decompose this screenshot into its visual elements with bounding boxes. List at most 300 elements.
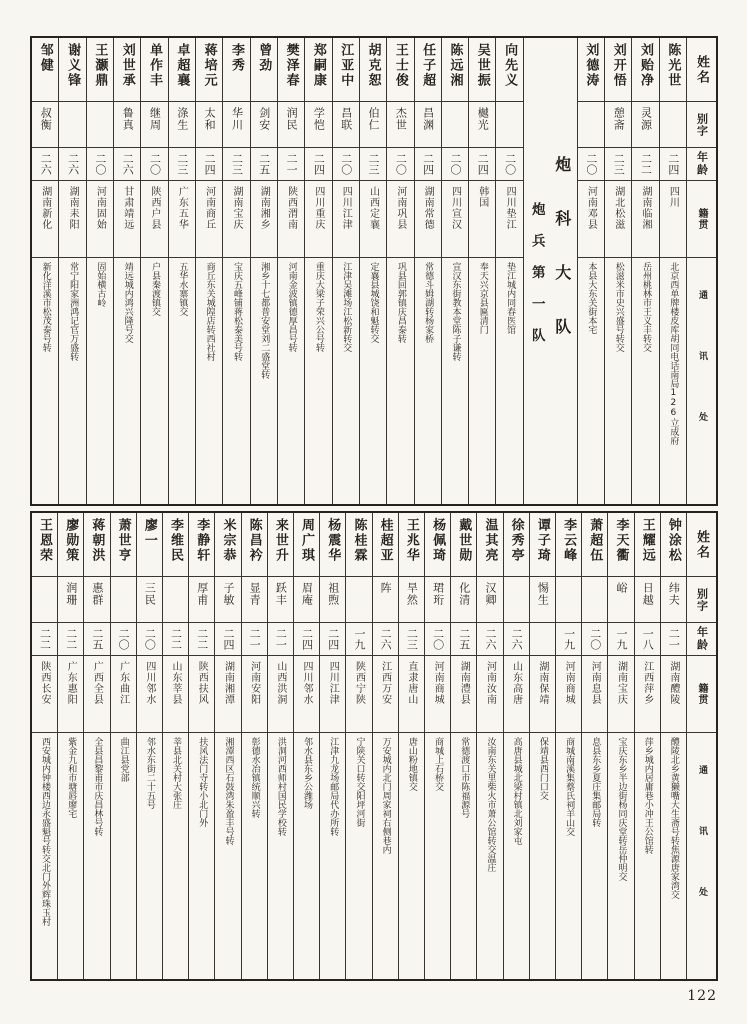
roster-person-column	[450, 513, 476, 979]
person-native-place: 河南巩县	[394, 186, 406, 230]
person-name: 李天衢	[613, 518, 629, 563]
person-alias: 太和	[203, 107, 217, 131]
address-cell	[582, 733, 607, 979]
name-cell	[251, 38, 277, 102]
native-place-cell	[320, 656, 345, 733]
address-cell	[496, 258, 522, 504]
person-alias: 厚甫	[195, 582, 209, 606]
person-age: 二〇	[117, 628, 131, 650]
address-cell	[661, 733, 686, 979]
address-cell	[635, 733, 660, 979]
alias-cell	[333, 102, 359, 148]
person-alias: 祖煦	[326, 582, 340, 606]
native-place-cell	[333, 181, 359, 258]
alias-cell	[58, 577, 83, 623]
name-cell	[504, 513, 529, 577]
person-address: 曲江县党部	[118, 737, 129, 782]
person-address: 彰德水冶镇统顺兴转	[249, 737, 260, 818]
address-cell	[84, 733, 109, 979]
person-address: 邻水东街二十五号	[144, 737, 155, 809]
person-address: 宁陕关口转交阳坪河街	[354, 737, 365, 827]
person-alias: 显青	[248, 582, 262, 606]
name-cell	[223, 38, 249, 102]
roster-person-column	[398, 513, 424, 979]
age-cell	[163, 623, 188, 656]
name-cell	[530, 513, 555, 577]
header-label-age: 年龄	[695, 626, 709, 652]
person-address: 新化洋溪市松茂泰号转	[40, 262, 51, 352]
person-native-place: 湖南湘潭	[222, 661, 234, 705]
header-label-address: 通讯处	[697, 289, 707, 473]
person-age: 二六	[121, 153, 135, 175]
age-cell	[215, 623, 240, 656]
person-address: 定襄县城饶和魁转交	[368, 262, 379, 343]
person-age: 二四	[312, 153, 326, 175]
person-address: 紫金九和市塘唇廖宅	[66, 737, 77, 818]
header-cell-native-place	[687, 656, 716, 733]
name-cell	[442, 38, 468, 102]
person-address: 洪洞河西师村国民学校转	[275, 737, 286, 836]
name-cell	[333, 38, 359, 102]
age-cell	[578, 148, 604, 181]
name-cell	[111, 513, 136, 577]
table-frame	[30, 36, 718, 981]
person-native-place: 河南息县	[589, 661, 601, 705]
address-cell	[346, 733, 371, 979]
person-age: 一九	[352, 628, 366, 650]
address-cell	[32, 733, 57, 979]
name-cell	[189, 513, 214, 577]
alias-cell	[305, 102, 331, 148]
roster-person-column	[424, 513, 450, 979]
name-cell	[415, 38, 441, 102]
alias-cell	[608, 577, 633, 623]
address-cell	[632, 258, 658, 504]
person-alias: 灵源	[639, 107, 653, 131]
person-native-place: 山东高唐	[510, 661, 522, 705]
person-age: 二一	[667, 628, 681, 650]
person-native-place: 四川	[667, 186, 679, 208]
person-address: 北京西单牌楼皮库胡同电话南局126立成府	[668, 262, 679, 445]
address-cell	[32, 258, 58, 504]
person-name: 陈光世	[665, 43, 681, 88]
person-name: 樊泽春	[283, 43, 299, 88]
address-cell	[320, 733, 345, 979]
person-age: 二〇	[339, 153, 353, 175]
alias-cell	[111, 577, 136, 623]
native-place-cell	[268, 656, 293, 733]
name-cell	[320, 513, 345, 577]
header-cell-address	[687, 258, 716, 504]
person-native-place: 河南安阳	[248, 661, 260, 705]
person-address: 五华水寨镇交	[177, 262, 188, 316]
person-address: 河南金波镇德厚昌号转	[286, 262, 297, 352]
roster-person-column	[277, 38, 304, 504]
name-cell	[242, 513, 267, 577]
alias-cell	[496, 102, 522, 148]
person-address: 本县大东关街本宅	[586, 262, 597, 334]
alias-cell	[242, 577, 267, 623]
native-place-cell	[451, 656, 476, 733]
age-cell	[87, 148, 113, 181]
person-address: 醴陵北乡黄獭嘴大生斋号转焦源唐家湾交	[668, 737, 679, 899]
person-name: 陈昌衿	[246, 518, 262, 563]
person-alias: 子敏	[221, 582, 235, 606]
name-cell	[84, 513, 109, 577]
person-alias: 樾光	[476, 107, 490, 131]
age-cell	[635, 623, 660, 656]
native-place-cell	[251, 181, 277, 258]
person-name: 戴世勋	[456, 518, 472, 563]
alias-cell	[189, 577, 214, 623]
alias-cell	[87, 102, 113, 148]
native-place-cell	[582, 656, 607, 733]
roster-person-column	[634, 513, 660, 979]
native-place-cell	[196, 181, 222, 258]
person-address: 宣汉东街教本堂陈子谦转	[450, 262, 461, 361]
person-address: 岳州桃林市王义丰转交	[641, 262, 652, 352]
page-number: 122	[687, 988, 717, 1004]
native-place-cell	[87, 181, 113, 258]
person-native-place: 江西万安	[379, 661, 391, 705]
native-place-cell	[141, 181, 167, 258]
person-alias: 昌渊	[421, 107, 435, 131]
alias-cell	[320, 577, 345, 623]
alias-cell	[163, 577, 188, 623]
native-place-cell	[294, 656, 319, 733]
native-place-cell	[661, 656, 686, 733]
person-native-place: 湖北松滋	[612, 186, 624, 230]
address-cell	[360, 258, 386, 504]
person-name: 曾劲	[256, 43, 272, 73]
age-cell	[268, 623, 293, 656]
person-address: 邻水县东乡公潍场	[302, 737, 313, 809]
person-alias: 珺珩	[431, 582, 445, 606]
native-place-cell	[399, 656, 424, 733]
person-name: 李秀	[228, 43, 244, 73]
age-cell	[58, 623, 83, 656]
roster-person-column	[607, 513, 633, 979]
address-cell	[399, 733, 424, 979]
person-address: 湘乡十七都普安堂刘二盛堂转	[259, 262, 270, 379]
alias-cell	[415, 102, 441, 148]
person-native-place: 河南商城	[563, 661, 575, 705]
alias-cell	[469, 102, 495, 148]
name-cell	[346, 513, 371, 577]
person-name: 萧世亨	[115, 518, 131, 563]
person-address: 江津九龙场邮局代办所转	[328, 737, 339, 836]
person-alias: 三民	[143, 582, 157, 606]
person-address: 巩县回郭镇庆昌泰转	[395, 262, 406, 343]
person-name: 单作丰	[147, 43, 163, 88]
native-place-cell	[84, 656, 109, 733]
person-name: 杨震华	[325, 518, 341, 563]
roster-person-column	[113, 38, 140, 504]
address-cell	[196, 258, 222, 504]
roster-person-column	[188, 513, 214, 979]
roster-table-top	[30, 36, 718, 506]
name-cell	[451, 513, 476, 577]
person-address: 宝庆五峰铺蒋松泰美号转	[231, 262, 242, 361]
header-cell-age	[687, 148, 716, 181]
roster-person-column	[58, 38, 85, 504]
person-name: 刘开悟	[610, 43, 626, 88]
name-cell	[605, 38, 631, 102]
alias-cell	[360, 102, 386, 148]
alias-cell	[196, 102, 222, 148]
person-address: 江津吴滩场江松新转交	[341, 262, 352, 352]
alias-cell	[477, 577, 502, 623]
person-name: 温其亮	[482, 518, 498, 563]
address-cell	[556, 733, 581, 979]
age-cell	[137, 623, 162, 656]
alias-cell	[84, 577, 109, 623]
person-alias: 学恺	[312, 107, 326, 131]
address-cell	[58, 733, 83, 979]
person-name: 蒋培元	[201, 43, 217, 88]
alias-cell	[635, 577, 660, 623]
person-name: 桂超亚	[377, 518, 393, 563]
person-age: 二三	[612, 153, 626, 175]
person-name: 王兆华	[403, 518, 419, 563]
address-cell	[223, 258, 249, 504]
alias-cell	[605, 102, 631, 148]
alias-cell	[632, 102, 658, 148]
person-name: 卓超襄	[174, 43, 190, 88]
native-place-cell	[496, 181, 522, 258]
person-alias: 伯仁	[367, 107, 381, 131]
header-label-native-place: 籍贯	[696, 208, 707, 230]
person-alias: 跃丰	[274, 582, 288, 606]
alias-cell	[504, 577, 529, 623]
native-place-cell	[111, 656, 136, 733]
person-native-place: 湖南保靖	[536, 661, 548, 705]
person-native-place: 甘肃靖远	[121, 186, 133, 230]
roster-person-column	[555, 513, 581, 979]
native-place-cell	[530, 656, 555, 733]
roster-person-column	[222, 38, 249, 504]
roster-person-column	[110, 513, 136, 979]
native-place-cell	[556, 656, 581, 733]
person-name: 刘贻净	[638, 43, 654, 88]
native-place-cell	[163, 656, 188, 733]
header-column	[686, 513, 716, 979]
native-place-cell	[32, 181, 58, 258]
person-alias: 润珊	[64, 582, 78, 606]
native-place-cell	[415, 181, 441, 258]
name-cell	[399, 513, 424, 577]
roster-person-column	[660, 513, 686, 979]
person-age: 二〇	[584, 153, 598, 175]
person-age: 二二	[195, 628, 209, 650]
name-cell	[58, 513, 83, 577]
age-cell	[141, 148, 167, 181]
native-place-cell	[442, 181, 468, 258]
address-cell	[608, 733, 633, 979]
age-cell	[582, 623, 607, 656]
header-cell-name	[687, 38, 716, 102]
header-label-alias: 别字	[695, 112, 709, 137]
age-cell	[661, 623, 686, 656]
native-place-cell	[605, 181, 631, 258]
roster-person-column	[250, 38, 277, 504]
name-cell	[163, 513, 188, 577]
roster-person-column	[293, 513, 319, 979]
name-cell	[469, 38, 495, 102]
roster-person-column	[332, 38, 359, 504]
roster-person-column	[140, 38, 167, 504]
alias-cell	[451, 577, 476, 623]
person-native-place: 广东曲江	[117, 661, 129, 705]
alias-cell	[215, 577, 240, 623]
alias-cell	[251, 102, 277, 148]
person-address: 固始横古岭	[95, 262, 106, 307]
roster-person-column	[359, 38, 386, 504]
person-native-place: 山西定襄	[367, 186, 379, 230]
native-place-cell	[578, 181, 604, 258]
name-cell	[387, 38, 413, 102]
roster-person-column	[32, 38, 58, 504]
person-age: 二五	[257, 153, 271, 175]
person-native-place: 湖南临湘	[640, 186, 652, 230]
alias-cell	[578, 102, 604, 148]
person-age: 一九	[614, 628, 628, 650]
roster-person-column	[529, 513, 555, 979]
address-cell	[278, 258, 304, 504]
person-address: 万安城内北门周家祠右侧巷内	[380, 737, 391, 854]
person-age: 二〇	[143, 628, 157, 650]
native-place-cell	[169, 181, 195, 258]
native-place-cell	[242, 656, 267, 733]
roster-person-column	[503, 513, 529, 979]
person-age: 二二	[639, 153, 653, 175]
roster-person-column	[267, 513, 293, 979]
age-cell	[305, 148, 331, 181]
person-name: 王恩荣	[37, 518, 53, 563]
address-cell	[415, 258, 441, 504]
person-native-place: 河南商城	[432, 661, 444, 705]
alias-cell	[660, 102, 686, 148]
header-label-name: 姓名	[694, 529, 709, 560]
person-age: 二四	[421, 153, 435, 175]
person-address: 莘县北关村大张庄	[171, 737, 182, 809]
native-place-cell	[32, 656, 57, 733]
person-address: 湘潭西区石鼓湾朱盈丰号转	[223, 737, 234, 845]
native-place-cell	[632, 181, 658, 258]
name-cell	[660, 38, 686, 102]
age-cell	[346, 623, 371, 656]
name-cell	[305, 38, 331, 102]
name-cell	[87, 38, 113, 102]
age-cell	[360, 148, 386, 181]
roster-person-column	[86, 38, 113, 504]
person-age: 二四	[666, 153, 680, 175]
address-cell	[294, 733, 319, 979]
address-cell	[111, 733, 136, 979]
person-address: 松滋米市史兴盛号转交	[613, 262, 624, 352]
name-cell	[635, 513, 660, 577]
roster-person-column	[241, 513, 267, 979]
native-place-cell	[635, 656, 660, 733]
alias-cell	[141, 102, 167, 148]
age-cell	[169, 148, 195, 181]
person-name: 郑嗣康	[310, 43, 326, 88]
address-cell	[578, 258, 604, 504]
alias-cell	[32, 102, 58, 148]
age-cell	[294, 623, 319, 656]
person-name: 江亚中	[338, 43, 354, 88]
person-name: 王灏鼎	[92, 43, 108, 88]
alias-cell	[223, 102, 249, 148]
native-place-cell	[59, 181, 85, 258]
native-place-cell	[373, 656, 398, 733]
native-place-cell	[660, 181, 686, 258]
name-cell	[661, 513, 686, 577]
person-address: 扶风法门寺转小北门外	[197, 737, 208, 827]
header-label-alias: 别字	[695, 587, 709, 612]
person-address: 宝庆东乡半边街杨同庆堂转岳仲明交	[616, 737, 627, 881]
native-place-cell	[504, 656, 529, 733]
person-alias: 涤生	[175, 107, 189, 131]
person-alias: 叔衡	[39, 107, 53, 131]
header-cell-address	[687, 733, 716, 979]
address-cell	[333, 258, 359, 504]
person-native-place: 湖南澧县	[458, 661, 470, 705]
person-age: 二〇	[588, 628, 602, 650]
age-cell	[469, 148, 495, 181]
person-name: 谢义锋	[65, 43, 81, 88]
person-name: 陈桂霖	[351, 518, 367, 563]
person-age: 二四	[203, 153, 217, 175]
person-address: 西安城内钟楼西边永盛魁号转交北门外辉珠玉村	[40, 737, 51, 926]
person-address: 商城上石桥交	[433, 737, 444, 791]
person-alias: 惕生	[536, 582, 550, 606]
name-cell	[268, 513, 293, 577]
header-cell-name	[687, 513, 716, 577]
person-alias: 杰世	[394, 107, 408, 131]
age-cell	[111, 623, 136, 656]
native-place-cell	[223, 181, 249, 258]
person-alias: 润民	[285, 107, 299, 131]
roster-person-column	[577, 38, 604, 504]
age-cell	[278, 148, 304, 181]
person-age: 二五	[90, 628, 104, 650]
name-cell	[360, 38, 386, 102]
name-cell	[196, 38, 222, 102]
person-native-place: 陕西宁陕	[353, 661, 365, 705]
person-age: 二一	[274, 628, 288, 650]
alias-cell	[661, 577, 686, 623]
alias-cell	[114, 102, 140, 148]
person-alias: 惠群	[90, 582, 104, 606]
roster-person-column	[214, 513, 240, 979]
native-place-cell	[387, 181, 413, 258]
roster-person-column	[659, 38, 686, 504]
person-address: 保靖县西门口交	[537, 737, 548, 800]
person-address: 常德渡口市陈福源号	[459, 737, 470, 818]
person-alias: 峪	[614, 582, 628, 594]
native-place-cell	[477, 656, 502, 733]
name-cell	[278, 38, 304, 102]
name-cell	[215, 513, 240, 577]
person-name: 谭子琦	[534, 518, 550, 563]
address-cell	[469, 258, 495, 504]
address-cell	[163, 733, 188, 979]
alias-cell	[278, 102, 304, 148]
alias-cell	[399, 577, 424, 623]
person-name: 刘德涛	[583, 43, 599, 88]
age-cell	[59, 148, 85, 181]
